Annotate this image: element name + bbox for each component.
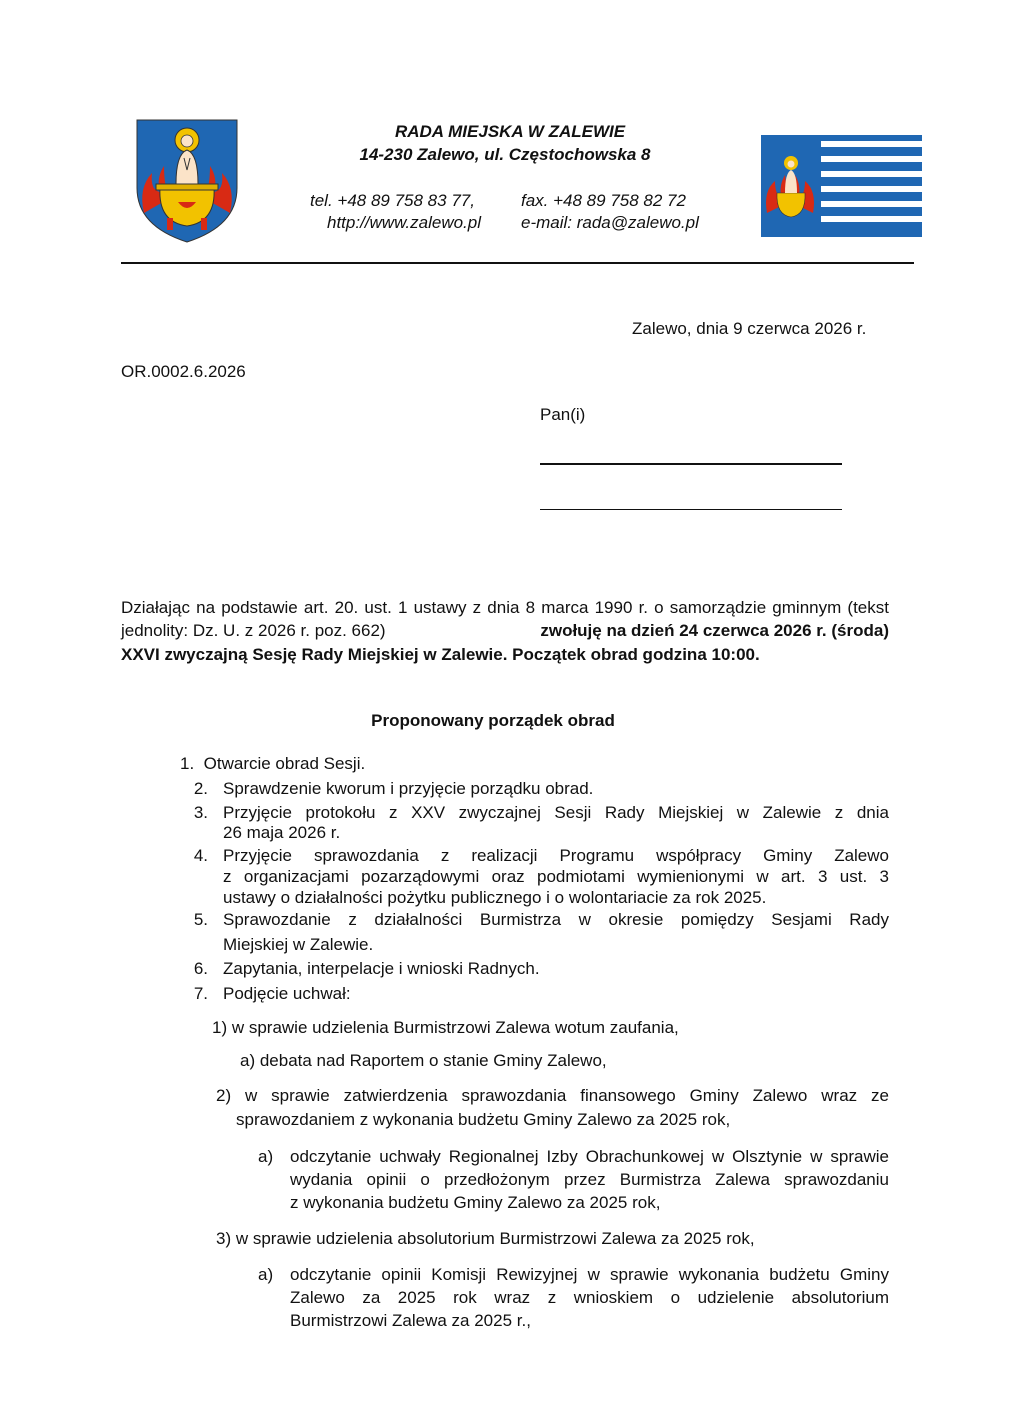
agenda-item-number: 4. xyxy=(193,846,208,865)
place-date: Zalewo, dnia 9 czerwca 2026 r. xyxy=(632,319,867,338)
agenda-item-text: Podjęcie uchwał: xyxy=(223,984,351,1003)
agenda-item-text: Sprawdzenie kworum i przyjęcie porządku obrad. xyxy=(223,779,594,798)
agenda-item-number: 1. xyxy=(180,754,195,773)
intro-line-2 xyxy=(121,620,889,642)
resolution-1-point-a: a) debata nad Raportem o stanie Gminy Zalewo, xyxy=(240,1051,607,1070)
website-link[interactable]: http://www.zalewo.pl xyxy=(327,213,482,232)
resolution-2-point-a-text: wydania opinii o przedłożonym przez Burmistrza Zalewa sprawozdaniu xyxy=(290,1170,889,1189)
agenda-item-number: 2. xyxy=(193,779,208,798)
agenda-item-number: 7. xyxy=(193,984,208,1003)
org-address: 14-230 Zalewo, ul. Częstochowska 8 xyxy=(359,145,651,164)
agenda-item-number: 5. xyxy=(193,910,208,929)
email-link[interactable]: e-mail: rada@zalewo.pl xyxy=(521,213,699,232)
agenda-item-text: 26 maja 2026 r. xyxy=(223,823,341,842)
agenda-item-text: Sprawozdanie z działalności Burmistrza w okresie pomiędzy Sesjami Rady xyxy=(223,910,889,929)
intro-legal-basis: jednolity: Dz. U. z 2026 r. poz. 662) xyxy=(121,621,386,640)
resolution-3-point-a-text: Burmistrzowi Zalewa za 2025 r., xyxy=(290,1311,531,1330)
intro-convening-date: zwołuję na dzień 24 czerwca 2026 r. (środa) xyxy=(540,621,889,640)
resolution-2-point-a-text: z wykonania budżetu Gminy Zalewo za 2025 rok, xyxy=(290,1193,661,1212)
agenda-item-text: Miejskiej w Zalewie. xyxy=(223,935,374,954)
agenda-title: Proponowany porządek obrad xyxy=(371,711,615,730)
reference-number: OR.0002.6.2026 xyxy=(121,362,246,381)
town-flag-logo xyxy=(761,135,922,237)
agenda-item-text: Otwarcie obrad Sesji. xyxy=(203,754,366,773)
resolution-2-point-a-text: odczytanie uchwały Regionalnej Izby Obrachunkowej w Olsztynie w sprawie xyxy=(290,1147,889,1166)
recipient-line-1 xyxy=(540,463,842,465)
recipient-salutation: Pan(i) xyxy=(540,405,586,424)
resolution-2-line-1: 2) w sprawie zatwierdzenia sprawozdania finansowego Gminy Zalewo wraz ze xyxy=(216,1086,889,1105)
fax-number: fax. +48 89 758 82 72 xyxy=(521,191,686,210)
agenda-item-text: z organizacjami pozarządowymi oraz podmiotami wymienionymi w art. 3 ust. 3 xyxy=(223,867,889,886)
resolution-3-point-a-text: Zalewo za 2025 rok wraz z wnioskiem o udzielenie absolutorium xyxy=(290,1288,889,1307)
org-name: RADA MIEJSKA W ZALEWIE xyxy=(394,122,626,141)
agenda-item-text: ustawy o działalności pożytku publicznego i o wolontariacie za rok 2025. xyxy=(223,888,767,907)
resolution-2-line-2: sprawozdaniem z wykonania budżetu Gminy Zalewo za 2025 rok, xyxy=(236,1110,731,1129)
header-divider xyxy=(121,262,914,264)
agenda-item-text: Zapytania, interpelacje i wnioski Radnych. xyxy=(223,959,540,978)
recipient-line-2 xyxy=(540,509,842,510)
agenda-item-text: Przyjęcie sprawozdania z realizacji Programu współpracy Gminy Zalewo xyxy=(223,846,889,865)
agenda-item-number: 6. xyxy=(193,959,208,978)
phone-number: tel. +48 89 758 83 77, xyxy=(310,191,475,210)
agenda-item-number: 3. xyxy=(193,803,208,822)
intro-line-3 xyxy=(121,644,760,666)
resolution-3-point-a-label: a) xyxy=(258,1265,274,1284)
intro-line-1: Działając na podstawie art. 20. ust. 1 ustawy z dnia 8 marca 1990 r. o samorządzie gminnym (tekst xyxy=(121,598,889,617)
resolution-3: 3) w sprawie udzielenia absolutorium Burmistrzowi Zalewa za 2025 rok, xyxy=(216,1229,755,1248)
agenda-item-1 xyxy=(180,753,365,775)
resolution-3-point-a-text: odczytanie opinii Komisji Rewizyjnej w sprawie wykonania budżetu Gminy xyxy=(290,1265,889,1284)
coat-of-arms-logo xyxy=(134,118,240,244)
resolution-1: 1) w sprawie udzielenia Burmistrzowi Zalewa wotum zaufania, xyxy=(212,1018,679,1037)
resolution-2-point-a-label: a) xyxy=(258,1147,274,1166)
agenda-item-text: Przyjęcie protokołu z XXV zwyczajnej Sesji Rady Miejskiej w Zalewie z dnia xyxy=(223,803,889,822)
intro-session-info: XXVI zwyczajną Sesję Rady Miejskiej w Zalewie. Początek obrad godzina 10:00. xyxy=(121,645,760,664)
